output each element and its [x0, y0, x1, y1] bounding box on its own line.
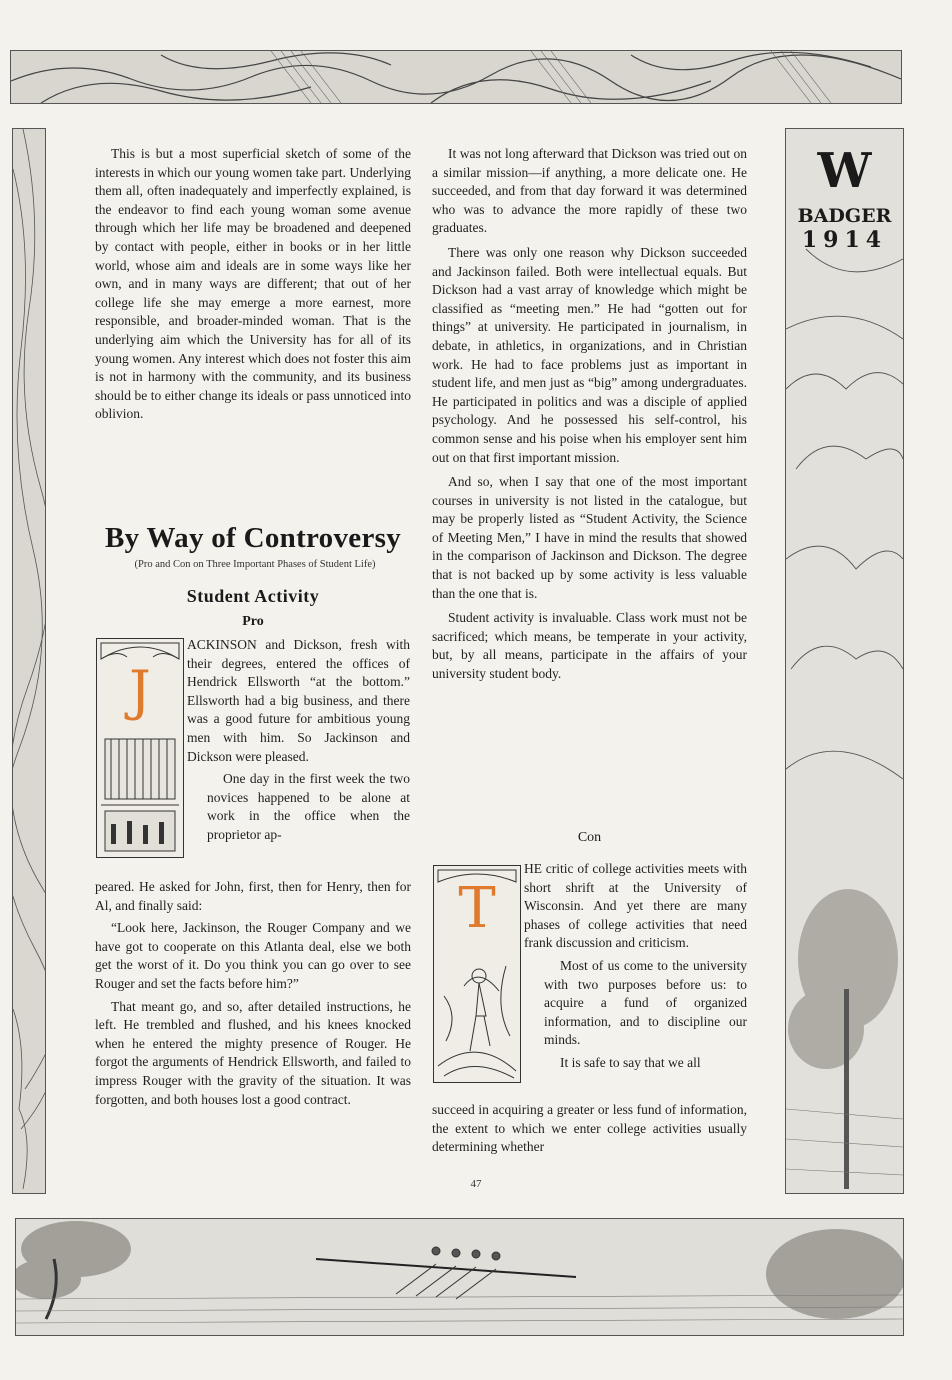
tree-landscape-illustration — [786, 129, 903, 1193]
dropcap-t-illustration — [433, 865, 521, 1083]
page-number: 47 — [470, 1178, 482, 1190]
section-heading: Student Activity — [186, 586, 320, 606]
pro-closing-paragraph: That meant go, and so, after detailed instructions, he left. He trembled and flushed, and his knees knocked when he entered the mighty presence of Rouger. He forgot the arguments of Hendrick Ellsworth, and failed to impress Rouger with the gravity of the situation. It was forgotten, and both houses lost a good contract. — [95, 998, 411, 1107]
reason-paragraph: There was only one reason why Dickson succeeded and Jackinson failed. Both were intellectual equals. But Dickson had a vast array of knowledge which might be classified as “meeting men.” He had “gotten out for things” at university. He participated in journalism, in debate, in athletics, in organizations, and in Christian work. He had to face problems just as important in student life, and men just as “big” among undergraduates. He participated in politics and was a disciple of applied psychology. And he possessed his self-control, his common sense and his poise when his employer sent him out on that first important mission. — [432, 244, 747, 465]
intro-paragraph: This is but a most superficial sketch of some of the interests in which our young women take part. Underlying them all, often inadequately and imperfectly explained, is the endeavor to find each young woman some avenue through which her life may be broadened and deepened by contact with people, either in books or in her little world, whose aim and ideals are in some ways like her own, and in many ways are different; that out of her college life she may emerge a more earnest, more responsible, and broader-minded woman. That is the underlying aim which the University has for all of its young women. Any interest which does not foster this aim is not in harmony with the community, and its business should be to either change its ideals or pass unnoticed into oblivion. — [95, 146, 411, 422]
pro-quote-paragraph: “Look here, Jackinson, the Rouger Company and we have got to cooperate on this Atlanta deal, else we both get the worst of it. Do you think you can go over to see Rouger and set the facts before him?” — [95, 920, 411, 991]
masthead-letter: W — [817, 143, 872, 199]
section-subtitle: (Pro and Con on Three Important Phases of Student Life) — [134, 559, 376, 570]
pro-second-paragraph: One day in the first week the two novices happened to be alone at work in the office when the proprietor ap- — [207, 771, 410, 842]
left-decorative-border — [12, 128, 46, 1194]
invaluable-paragraph: Student activity is invaluable. Class work must not be sacrificed; which means, be temperate in your activity, but, by all means, participate in the affairs of your university student body. — [432, 610, 747, 682]
con-continued-paragraph: succeed in acquiring a greater or less fund of information, the extent to which we enter college activities usually determining whether — [432, 1102, 747, 1155]
con-safe-to-say: It is safe to say that we all — [560, 1054, 701, 1070]
vertical-cloud-illustration — [13, 129, 45, 1193]
course-paragraph: And so, when I say that one of the most important courses in university is not listed in the catalogue, but may be properly listed as “Student Activity, the Science of Meeting Men,” I have in mind the results that showed in the comparison of Jackinson and Dickson. The degree that is not backed up by some activity is less valuable than the one that is. — [432, 474, 747, 601]
pro-continued-text — [95, 878, 411, 1113]
top-decorative-border — [10, 50, 902, 104]
masthead-year: 1914 — [801, 227, 888, 253]
cloud-wave-illustration — [11, 51, 901, 103]
pro-beside-text — [187, 636, 410, 849]
masthead-badger: BADGER — [797, 205, 892, 227]
dropcap-j-illustration — [96, 638, 184, 858]
dickson-paragraph: It was not long afterward that Dickson was tried out on a similar mission—if anything, a more delicate one. He succeeded, and from that day forward it was determined who was to advance the more rapidly of these two graduates. — [432, 146, 747, 236]
rowing-scene-illustration — [16, 1219, 903, 1335]
pro-dropcap-letter: J — [129, 659, 151, 722]
right-decorative-border — [785, 128, 904, 1194]
section-title: By Way of Controversy — [104, 522, 402, 554]
pro-continued-paragraph: peared. He asked for John, first, then for Henry, then for Al, and finally said: — [95, 879, 411, 913]
con-purposes-paragraph: Most of us come to the university with two purposes before us: to acquire a fund of organized information, and to discipline our minds. — [544, 957, 747, 1048]
intro-text — [95, 145, 411, 430]
con-continued-text — [432, 1101, 747, 1161]
con-dropcap-letter: T — [458, 876, 496, 941]
right-column-text — [432, 145, 747, 690]
bottom-decorative-border — [15, 1218, 904, 1336]
con-beside-text — [524, 860, 747, 1077]
pro-opening-paragraph: ACKINSON and Dickson, fresh with their degrees, entered the offices of Hendrick Ellsworth “at the bottom.” Ellsworth had a big business, and there was a good future for ambitious young men with him. So Jackinson and Dickson were pleased. — [187, 637, 410, 764]
con-opening-paragraph: HE critic of college activities meets with short shrift at the University of Wisconsin. And yet there are many phases of college activities that need frank discussion and criticism. — [524, 861, 747, 951]
con-label: Con — [577, 830, 602, 845]
pro-label: Pro — [242, 614, 264, 629]
